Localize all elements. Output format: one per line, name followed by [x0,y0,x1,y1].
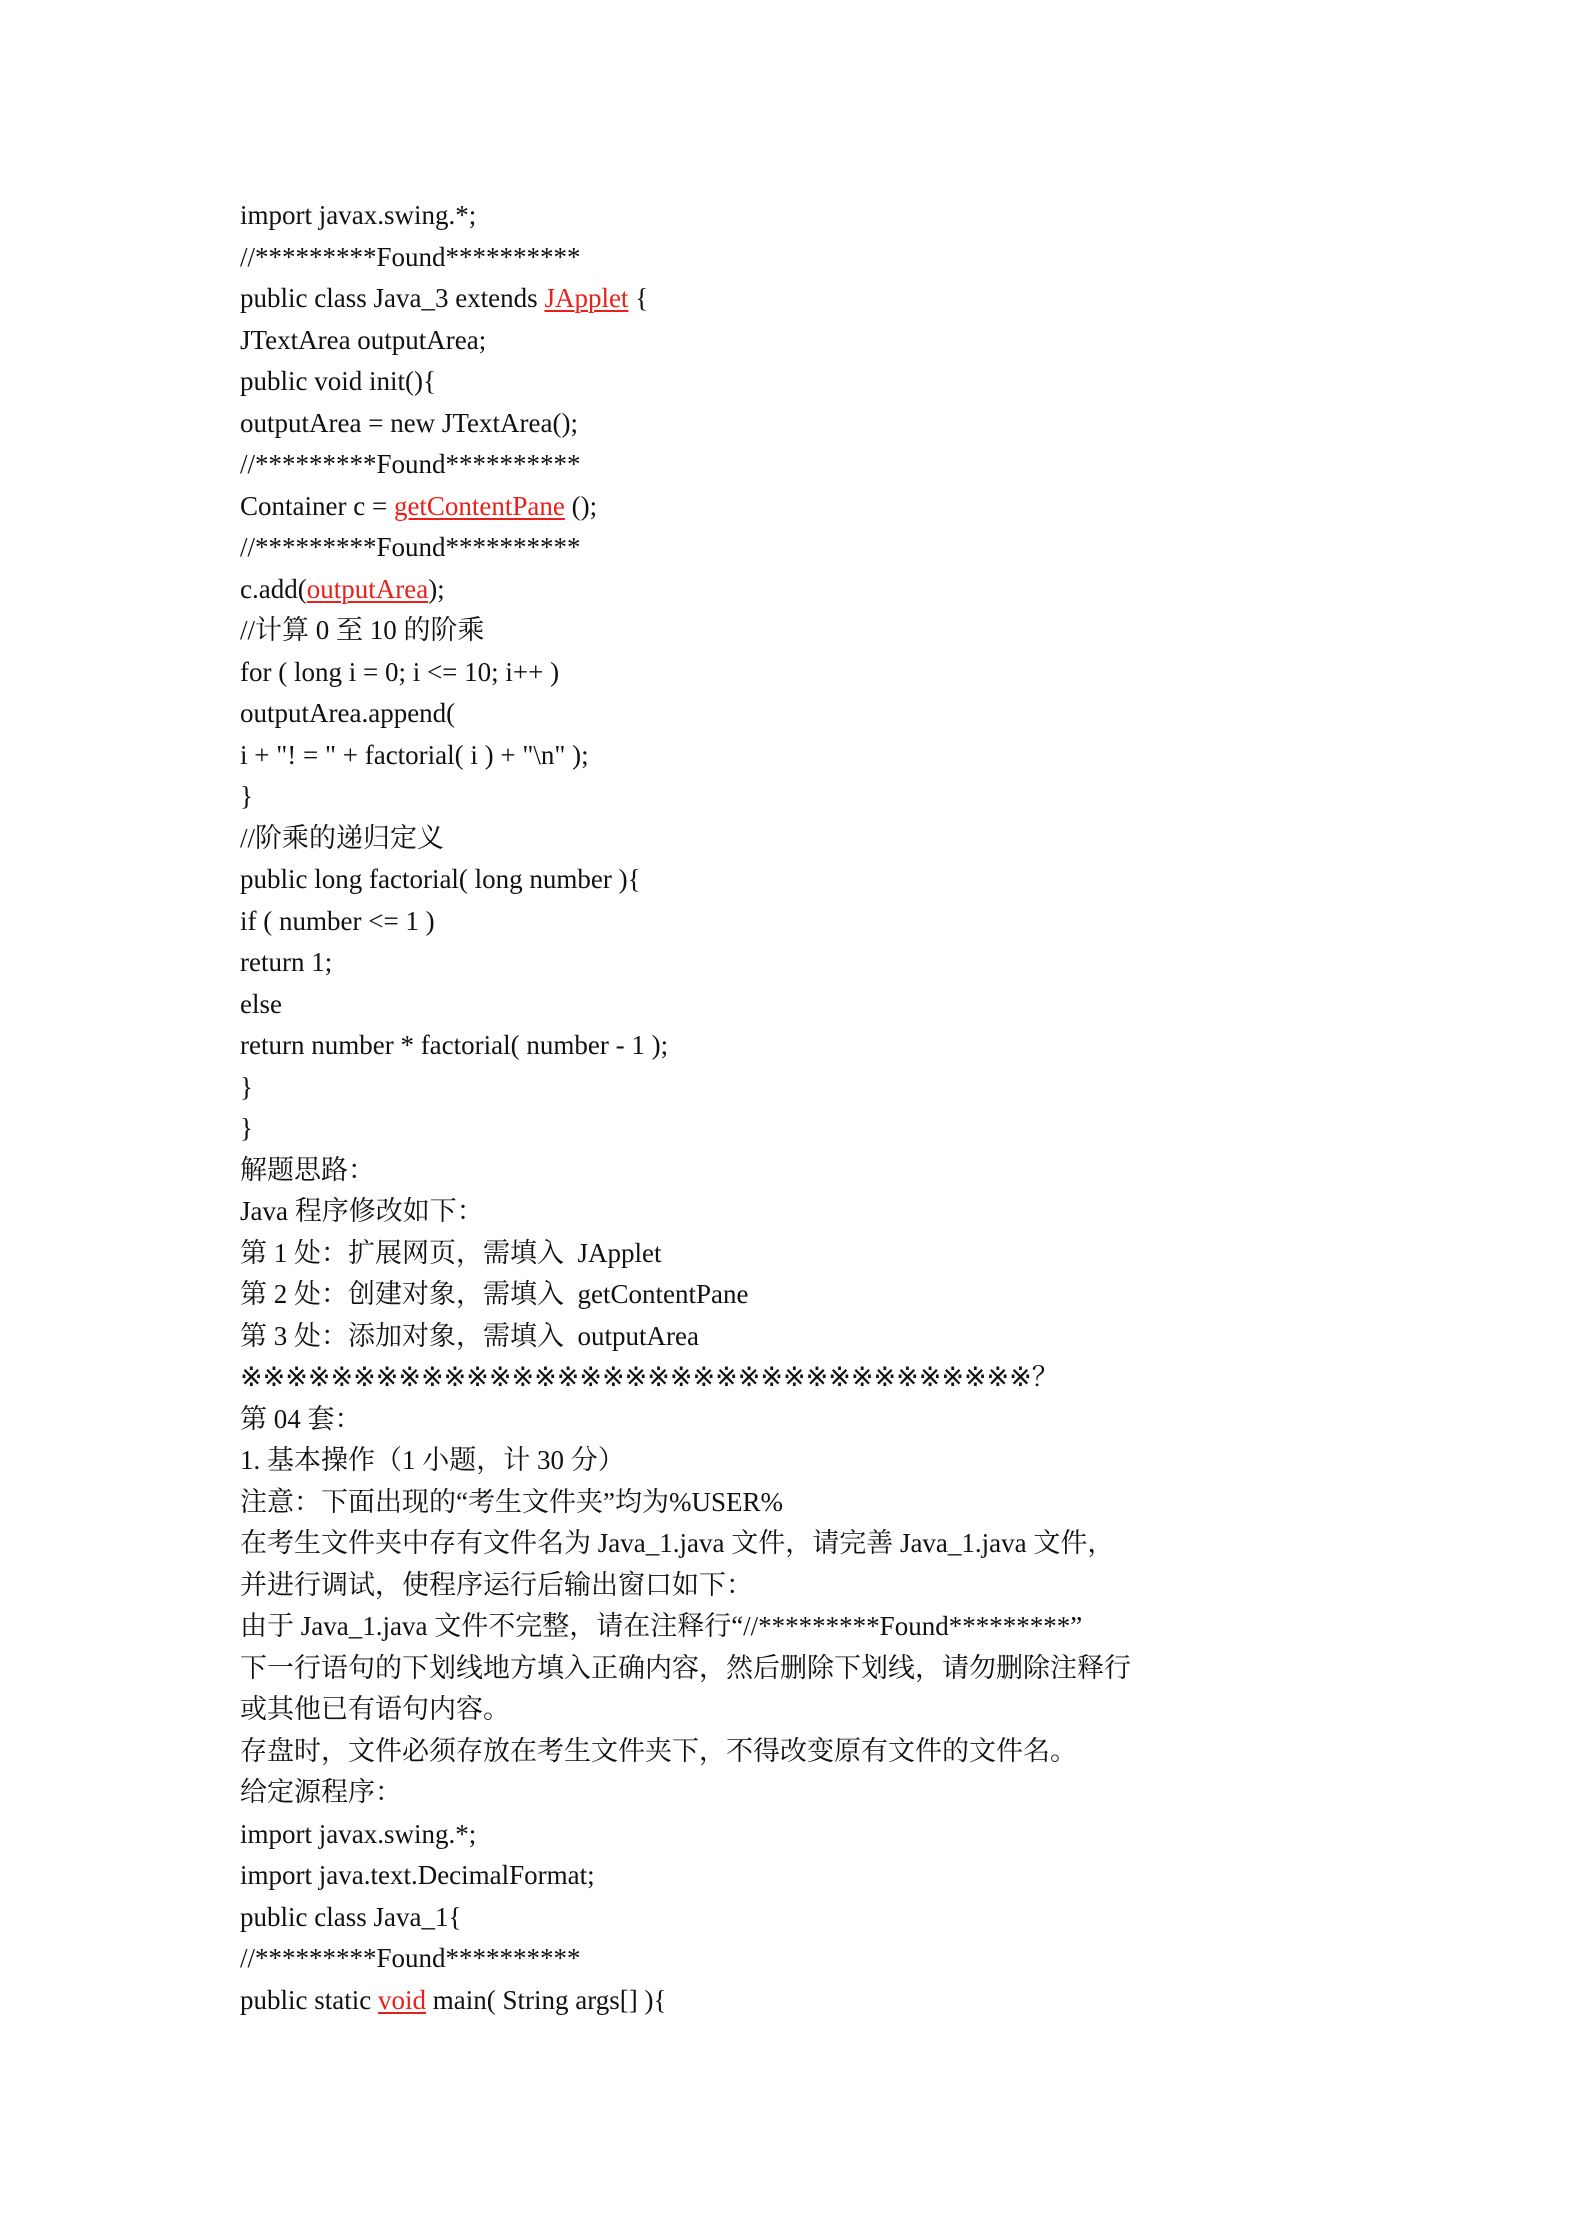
document-body [240,195,1370,2021]
code-line-with-blank [240,486,1370,528]
code-line: for ( long i = 0; i <= 10; i++ ) [240,656,560,687]
code-text: { [628,283,649,313]
code-text: Container c = [240,490,394,521]
solution-text: Java 程序修改如下： [240,1196,484,1226]
code-line-with-blank [240,569,1370,611]
filled-blank: getContentPane [393,490,565,521]
code-line: import java.text.DecimalFormat; [240,1860,595,1890]
instruction-text: 或其他已有语句内容。 [240,1694,510,1724]
code-line: import javax.swing.*; [240,200,477,230]
code-line-with-blank [240,1980,1370,2022]
solution-item: 第 2 处：创建对象，需填入 getContentPane [240,1279,749,1309]
found-comment-line: //*********Found********** [240,1943,581,1973]
solution-item: 第 3 处：添加对象，需填入 outputArea [240,1320,699,1351]
source-heading: 给定源程序： [240,1777,402,1807]
code-line: public void init(){ [240,366,436,396]
code-line: public long factorial( long number ){ [240,864,641,894]
code-line: public class Java_1{ [240,1901,462,1932]
set-heading: 第 04 套： [240,1403,362,1434]
code-line: outputArea = new JTextArea(); [240,407,578,438]
code-line: JTextArea outputArea; [240,324,487,355]
code-line: if ( number <= 1 ) [240,905,435,936]
instruction-text: 存盘时，文件必须存放在考生文件夹下，不得改变原有文件的文件名。 [240,1735,1077,1766]
instruction-text: 并进行调试，使程序运行后输出窗口如下： [240,1569,753,1600]
question-heading: 1. 基本操作（1 小题，计 30 分） [240,1445,625,1475]
code-text: (); [564,490,598,521]
code-line: outputArea.append( [240,698,456,728]
instruction-text: 注意：下面出现的“考生文件夹”均为%USER% [240,1486,783,1517]
code-line: } [240,781,253,811]
code-line: } [240,1071,253,1102]
instruction-text: 在考生文件夹中存有文件名为 Java_1.java 文件，请完善 Java_1.java 文件， [240,1528,1115,1558]
filled-blank: JApplet [544,283,629,313]
code-line: return 1; [240,947,333,977]
instruction-text: 由于 Java_1.java 文件不完整，请在注释行“//*********Found*********” [240,1611,1083,1641]
filled-blank: outputArea [306,573,429,604]
instruction-text: 下一行语句的下划线地方填入正确内容，然后删除下划线，请勿删除注释行 [240,1652,1131,1683]
code-text: c.add( [240,573,307,604]
code-line: } [240,1113,253,1143]
code-line-with-blank [240,278,1370,320]
code-text: public static [240,1984,378,2015]
code-line: return number * factorial( number - 1 ); [240,1030,669,1060]
code-line: else [240,988,282,1019]
code-text: ); [428,573,445,604]
comment-line: //阶乘的递归定义 [240,822,445,853]
separator-line: ※※※※※※※※※※※※※※※※※※※※※※※※※※※※※※※※※※※？ [240,1362,1059,1392]
comment-line: //计算 0 至 10 的阶乘 [240,615,485,645]
found-comment-line: //*********Found********** [240,449,581,479]
filled-blank: void [377,1984,426,2015]
found-comment-line: //*********Found********** [240,532,581,562]
solution-heading: 解题思路： [240,1154,375,1185]
solution-item: 第 1 处：扩展网页，需填入 JApplet [240,1237,662,1268]
code-text: public class Java_3 extends [240,283,545,313]
code-line: i + "! = " + factorial( i ) + "\n" ); [240,739,589,770]
found-comment-line: //*********Found********** [240,241,581,272]
code-text: main( String args[] ){ [425,1984,667,2015]
code-line: import javax.swing.*; [240,1818,477,1849]
